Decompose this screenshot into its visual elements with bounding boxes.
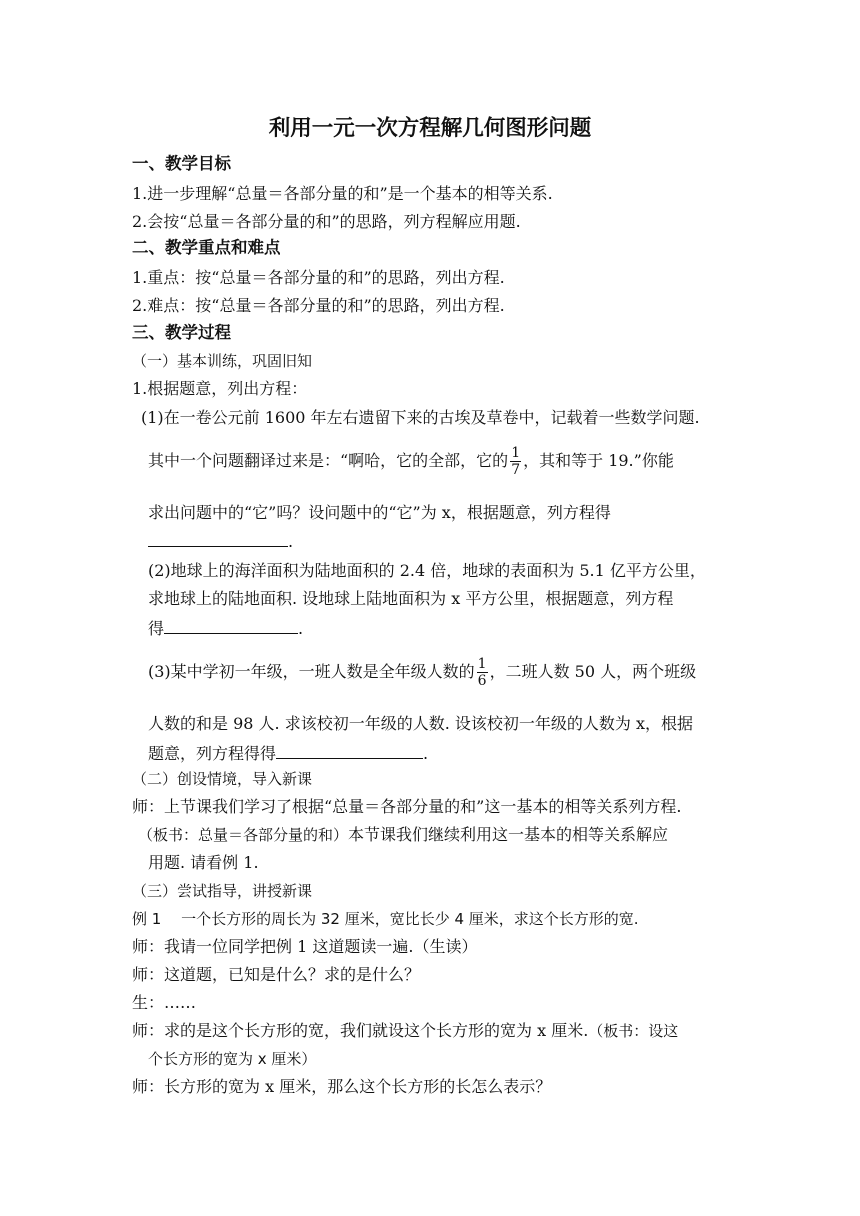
dialogue-line-4-text: 师：求的是这个长方形的宽，我们就设这个长方形的宽为 x 厘米. [132, 1021, 589, 1040]
teacher-line-3: 用题. 请看例 1. [148, 853, 259, 872]
dialogue-line-2: 师：这道题，已知是什么？求的是什么？ [132, 965, 421, 984]
fraction-one-seventh [510, 445, 521, 478]
problem-1-line-2 [148, 441, 674, 481]
problem-1-line-3: 求出问题中的“它”吗？设问题中的“它”为 x，根据题意，列方程得 [148, 503, 611, 522]
answer-blank-2[interactable] [164, 617, 298, 634]
key-point-item-2: 2.难点：按“总量＝各部分量的和”的思路，列出方程. [132, 296, 505, 315]
objective-item-2: 2.会按“总量＝各部分量的和”的思路，列方程解应用题. [132, 212, 521, 231]
board-note-2: （板书：设这 [588, 1022, 679, 1040]
dialogue-line-1: 师：我请一位同学把例 1 这道题读一遍.（生读） [132, 937, 478, 956]
problem-3-line-1-text-end: ，二班人数 50 人，两个班级 [489, 662, 697, 681]
key-point-item-1: 1.重点：按“总量＝各部分量的和”的思路，列出方程. [132, 268, 505, 287]
page-title: 利用一元一次方程解几何图形问题 [268, 116, 592, 141]
period: . [298, 619, 304, 638]
dialogue-line-5: 个长方形的宽为 x 厘米） [148, 1050, 317, 1068]
problem-2-line-1: (2)地球上的海洋面积为陆地面积的 2.4 倍，地球的表面积为 5.1 亿平方公里， [148, 561, 706, 580]
period: . [288, 532, 294, 551]
fraction-one-sixth [477, 656, 488, 689]
problem-1-line-2-text-end: ，其和等于 19.”你能 [523, 451, 674, 470]
problem-2-line-3-text: 得 [148, 619, 165, 638]
dialogue-line-3: 生：…… [132, 993, 197, 1012]
objective-item-1: 1.进一步理解“总量＝各部分量的和”是一个基本的相等关系. [132, 184, 553, 203]
problem-3-line-3-text: 题意，列方程得得 [148, 744, 277, 763]
subsection-heading-1: （一）基本训练，巩固旧知 [132, 352, 313, 370]
example-1: 例 1 一个长方形的周长为 32 厘米，宽比长少 4 厘米，求这个长方形的宽. [132, 910, 639, 928]
answer-blank-1[interactable] [148, 530, 288, 547]
fraction-numerator: 1 [477, 656, 487, 672]
problem-3-line-1-text: (3)某中学初一年级，一班人数是全年级人数的 [148, 662, 475, 681]
fraction-denominator: 6 [477, 673, 487, 689]
teacher-line-1: 师：上节课我们学习了根据“总量＝各部分量的和”这一基本的相等关系列方程. [132, 797, 682, 816]
teacher-line-2-text: 本节课我们继续利用这一基本的相等关系解应 [348, 825, 669, 844]
dialogue-line-6: 师：长方形的宽为 x 厘米，那么这个长方形的长怎么表示？ [132, 1077, 552, 1096]
subsection-heading-2: （二）创设情境，导入新课 [132, 770, 313, 788]
subsection-heading-3: （三）尝试指导，讲授新课 [132, 882, 313, 900]
problem-3-line-2: 人数的和是 98 人. 求该校初一年级的人数. 设该校初一年级的人数为 x，根据 [148, 714, 693, 733]
question-intro: 1.根据题意，列出方程： [132, 379, 308, 398]
problem-3-line-1 [148, 652, 696, 692]
dialogue-line-4 [132, 1021, 678, 1041]
problem-1-answer-line [148, 530, 293, 552]
section-heading-process: 三、教学过程 [132, 323, 231, 342]
fraction-denominator: 7 [511, 462, 521, 478]
period: . [423, 744, 429, 763]
problem-1-line-1: (1)在一卷公元前 1600 年左右遗留下来的古埃及草卷中，记载着一些数学问题. [141, 408, 700, 427]
problem-2-line-2: 求地球上的陆地面积. 设地球上陆地面积为 x 平方公里，根据题意，列方程 [148, 589, 674, 608]
teacher-line-2 [138, 825, 668, 845]
section-heading-objectives: 一、教学目标 [132, 154, 231, 173]
answer-blank-3[interactable] [276, 742, 423, 759]
section-heading-key-points: 二、教学重点和难点 [132, 238, 281, 257]
fraction-numerator: 1 [511, 445, 521, 461]
problem-3-answer-line [148, 742, 428, 764]
problem-2-answer-line [148, 617, 303, 639]
board-note: （板书：总量＝各部分量的和） [138, 826, 349, 844]
problem-1-line-2-text: 其中一个问题翻译过来是：“啊哈，它的全部，它的 [148, 451, 509, 470]
